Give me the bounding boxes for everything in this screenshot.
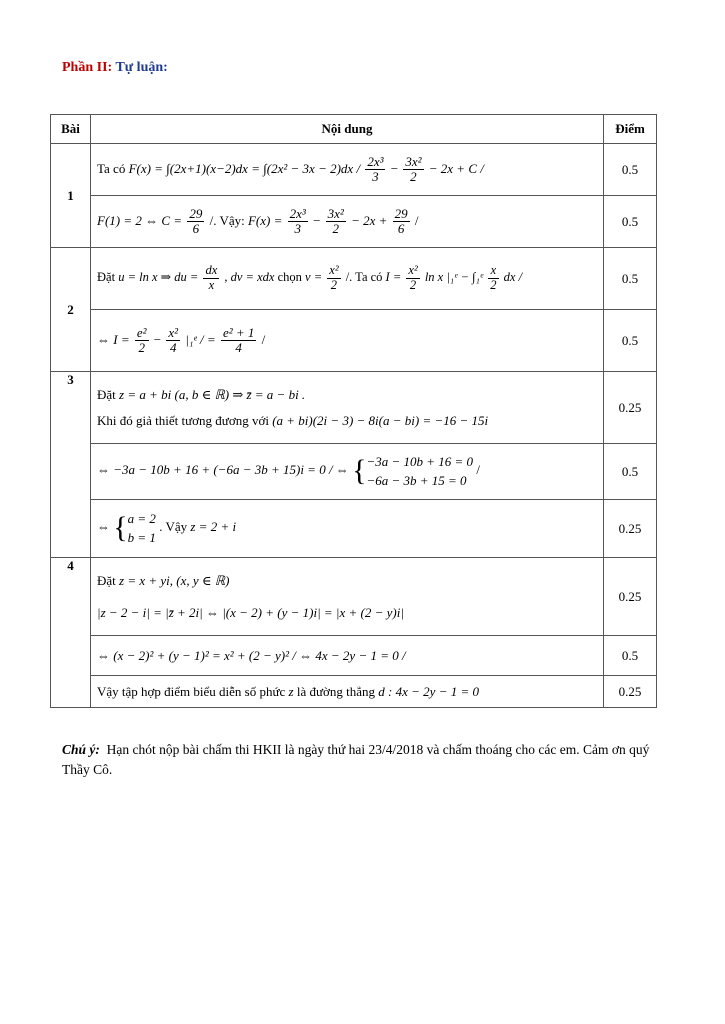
math-line: |z − 2 − i| = |z̄ + 2i| ⇔ |(x − 2) + (y − 1)i| = |x + (2 − y)i| bbox=[97, 604, 404, 620]
score-cell: 0.5 bbox=[604, 636, 657, 676]
table-row bbox=[51, 196, 657, 248]
math-expression: I = bbox=[385, 270, 402, 285]
equation-system: −3a − 10b + 16 = 0 −6a − 3b + 15 = 0 bbox=[366, 454, 474, 488]
table-row bbox=[51, 676, 657, 708]
brace-symbol: { bbox=[352, 454, 367, 488]
fraction: $\frac{dx}{x}$ bbox=[205, 263, 218, 292]
grading-table bbox=[50, 114, 657, 708]
math-expression: v = bbox=[305, 270, 323, 285]
math-expression: , dv = xdx bbox=[224, 270, 275, 285]
note-text: Hạn chót nộp bài chấm thi HKII là ngày thứ hai 23/4/2018 và chấm thoáng cho các em. Cảm ơn quý Thầy Cô. bbox=[62, 742, 650, 777]
bai-number: 4 bbox=[51, 558, 91, 708]
content-line bbox=[97, 572, 597, 590]
part-label: Phần II: bbox=[62, 60, 113, 75]
content-text: Đặt bbox=[97, 270, 116, 285]
content-cell bbox=[91, 558, 604, 636]
math-expression: z = x + yi, (x, y ∈ ℝ) bbox=[119, 572, 230, 588]
table-row bbox=[51, 248, 657, 310]
content-line bbox=[97, 412, 597, 430]
score-cell: 0.5 bbox=[604, 196, 657, 248]
math-expression: d : 4x − 2y − 1 = 0 bbox=[378, 683, 479, 699]
math-expression: − 2x + bbox=[351, 212, 388, 228]
math-expression: z bbox=[288, 683, 294, 699]
content-text: /. Vậy: bbox=[209, 212, 245, 228]
math-expression: − 2x + C / bbox=[428, 160, 484, 176]
content-cell bbox=[91, 444, 604, 500]
score-cell: 0.25 bbox=[604, 372, 657, 444]
math-expression: / bbox=[476, 462, 480, 478]
footnote bbox=[62, 740, 662, 779]
table-row bbox=[51, 444, 657, 500]
score-cell: 0.25 bbox=[604, 500, 657, 558]
bai-number: 2 bbox=[51, 248, 91, 372]
bai-number: 1 bbox=[51, 144, 91, 248]
score-cell: 0.25 bbox=[604, 558, 657, 636]
fraction: $\frac{\text{x²}}{2}$ bbox=[329, 263, 339, 292]
math-expression: z = 2 + i bbox=[190, 519, 237, 535]
math-expression: ln x |₁ᵉ − ∫₁ᵉ bbox=[424, 270, 484, 285]
content-cell: Ta có F(x) = ∫(2x+1)(x−2)dx = ∫(2x² − 3x − 2)dx / $\frac{\text{2x³}}{3}$ − $\frac{\text{3x²}}{2}$ − 2x + C / bbox=[91, 144, 604, 196]
content-cell bbox=[91, 372, 604, 444]
fraction: $\frac{29}{6}$ bbox=[189, 205, 203, 236]
content-text: Đặt bbox=[97, 572, 116, 588]
fraction: $\frac{29}{6}$ bbox=[394, 205, 408, 236]
content-cell bbox=[91, 636, 604, 676]
content-text: Đặt bbox=[97, 386, 116, 402]
score-cell: 0.5 bbox=[604, 444, 657, 500]
math-expression: − bbox=[153, 331, 162, 347]
math-expression: (a + bi)(2i − 3) − 8i(a − bi) = −16 − 15i bbox=[272, 412, 489, 428]
score-cell: 0.5 bbox=[604, 248, 657, 310]
math-expression: ⇔ (x − 2)² + (y − 1)² = x² + (2 − y)² / ⇔ 4x − 2y − 1 = 0 / bbox=[97, 647, 406, 663]
table-row bbox=[51, 636, 657, 676]
score-cell: 0.5 bbox=[604, 310, 657, 372]
table-row bbox=[51, 558, 657, 636]
content-cell: F(1) = 2 ⇔ C = $\frac{29}{6}$ /. Vậy: F(x) = $\frac{\text{2x³}}{3}$ − $\frac{\text{3x²}}{2}$ − 2x + $\frac{29}{6}$ / bbox=[91, 196, 604, 248]
content-text: Khi đó giả thiết tương đương với bbox=[97, 412, 269, 428]
content-text: /. Ta có bbox=[345, 270, 383, 285]
fraction: $\frac{\text{x²}}{2}$ bbox=[408, 263, 418, 292]
note-label: Chú ý: bbox=[62, 742, 100, 757]
content-cell bbox=[91, 500, 604, 558]
math-expression: / bbox=[261, 331, 266, 347]
table-row bbox=[51, 310, 657, 372]
section-heading bbox=[62, 60, 168, 76]
score-cell: 0.25 bbox=[604, 676, 657, 708]
math-expression: |₁ᵉ / = bbox=[185, 331, 216, 347]
fraction: $\frac{\text{e² + 1}}{4}$ bbox=[222, 324, 255, 355]
math-expression: F(x) = ∫(2x+1)(x−2)dx = ∫(2x² − 3x − 2)dx / bbox=[128, 160, 361, 176]
fraction: $\frac{\text{3x²}}{2}$ bbox=[327, 205, 344, 236]
fraction: $\frac{\text{3x²}}{2}$ bbox=[405, 153, 422, 184]
math-expression: F(1) = 2 ⇔ C = bbox=[97, 212, 183, 228]
math-expression: u = ln x ⇒ du = bbox=[118, 270, 199, 285]
math-expression: / bbox=[414, 212, 419, 228]
math-expression: ⇔ −3a − 10b + 16 + (−6a − 3b + 15)i = 0 / ⇔ bbox=[97, 462, 349, 478]
math-expression: ⇔ I = bbox=[97, 331, 130, 347]
math-expression: F(x) = bbox=[247, 212, 283, 228]
content-text: Ta có bbox=[97, 160, 126, 176]
content-cell bbox=[91, 248, 604, 310]
math-expression: z = a + bi (a, b ∈ ℝ) ⇒ z̄ = a − bi . bbox=[119, 386, 306, 402]
table-row bbox=[51, 372, 657, 444]
header-content: Nội dung bbox=[91, 115, 604, 144]
table-row bbox=[51, 144, 657, 196]
fraction: $\frac{\text{2x³}}{3}$ bbox=[289, 205, 306, 236]
content-cell bbox=[91, 676, 604, 708]
math-expression: dx / bbox=[503, 270, 523, 285]
content-line bbox=[97, 386, 597, 404]
content-text: . Vậy bbox=[159, 519, 188, 535]
fraction: $\frac{\text{2x³}}{3}$ bbox=[367, 153, 384, 184]
fraction: $\frac{x}{2}$ bbox=[490, 263, 497, 292]
equation-system: a = 2 b = 1 bbox=[127, 511, 156, 545]
fraction: $\frac{\text{e²}}{2}$ bbox=[136, 324, 147, 355]
fraction: $\frac{\text{x²}}{4}$ bbox=[168, 324, 179, 355]
part-title: Tự luận: bbox=[115, 60, 168, 75]
bai-number: 3 bbox=[51, 372, 91, 558]
score-cell: 0.5 bbox=[604, 144, 657, 196]
brace-symbol: { bbox=[113, 511, 128, 545]
content-text: chọn bbox=[277, 270, 302, 285]
header-score: Điểm bbox=[604, 115, 657, 144]
content-text: là đường thẳng bbox=[296, 683, 376, 699]
table-row bbox=[51, 500, 657, 558]
content-text: Vậy tập hợp điểm biểu diễn số phức bbox=[97, 683, 286, 699]
math-expression: ⇔ bbox=[97, 519, 110, 535]
content-cell bbox=[91, 310, 604, 372]
header-bai: Bài bbox=[51, 115, 91, 144]
table-header-row bbox=[51, 115, 657, 144]
